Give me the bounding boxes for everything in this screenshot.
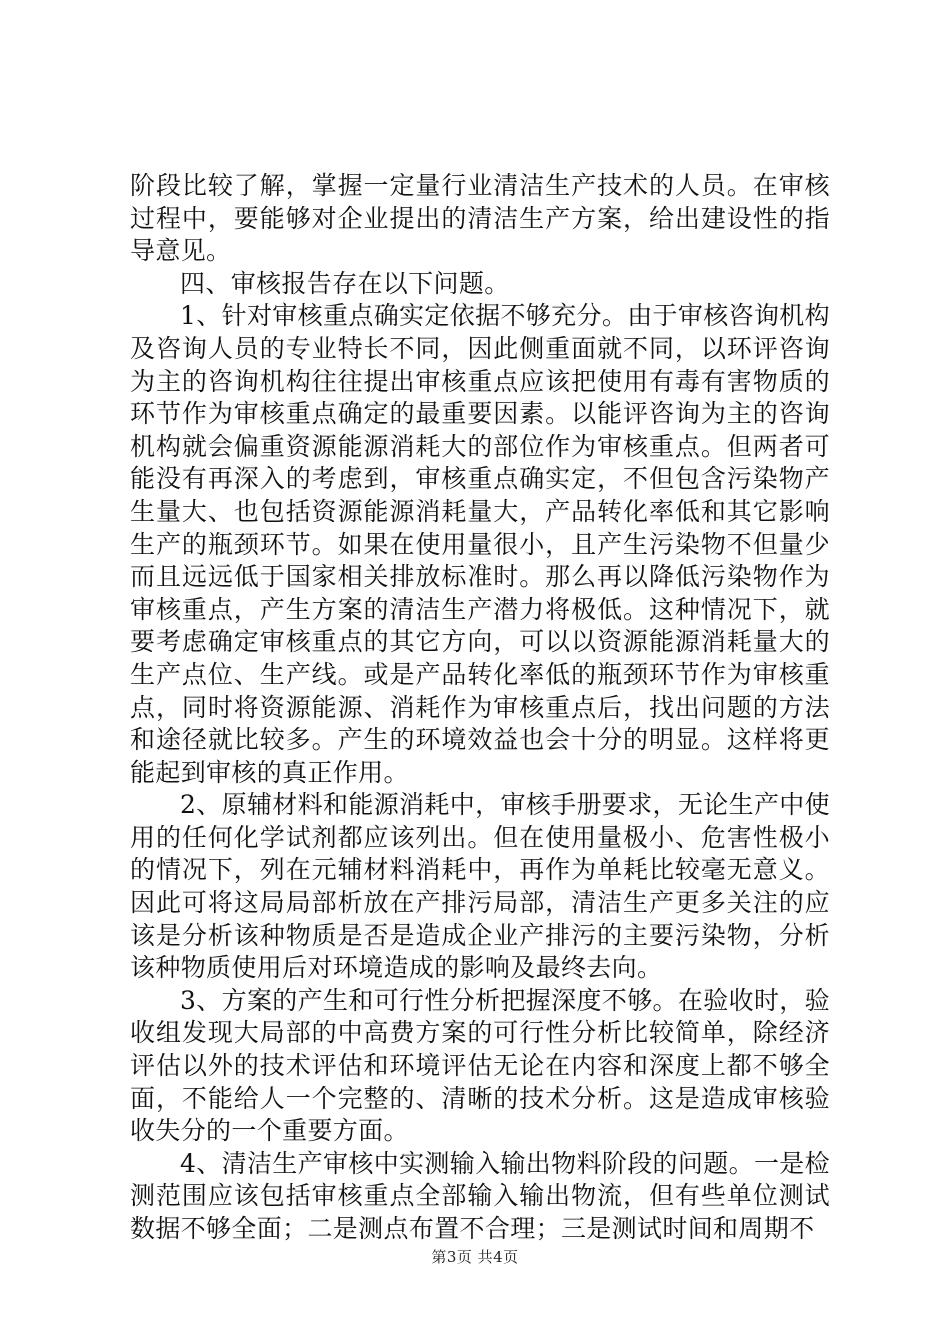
page-number-footer: 第3页 共4页 xyxy=(431,1248,519,1266)
paragraph-item-3: 3、方案的产生和可行性分析把握深度不够。在验收时，验收组发现大局部的中高费方案的可行性分析比较简单，除经济评估以外的技术评估和环境评估无论在内容和深度上都不够全面，不能给人一个完整的、清晰的技术分析。这是造成审核验收失分的一个重要方面。 xyxy=(130,985,831,1146)
paragraph-item-2: 2、原辅材料和能源消耗中，审核手册要求，无论生产中使用的任何化学试剂都应该列出。但在使用量极小、危害性极小的情况下，列在元辅材料消耗中，再作为单耗比较毫无意义。因此可将这局局部析放在产排污局部，清洁生产更多关注的应该是分析该种物质是否是造成企业产排污的主要污染物，分析该种物质使用后对环境造成的影响及最终去向。 xyxy=(130,790,831,983)
paragraph-item-1: 1、针对审核重点确实定依据不够充分。由于审核咨询机构及咨询人员的专业特长不同，因此侧重面就不同，以环评咨询为主的咨询机构往往提出审核重点应该把使用有毒有害物质的环节作为审核重点确定的最重要因素。以能评咨询为主的咨询机构就会偏重资源能源消耗大的部位作为审核重点。但两者可能没有再深入的考虑到，审核重点确实定，不但包含污染物产生量大、也包括资源能源消耗量大，产品转化率低和其它影响生产的瓶颈环节。如果在使用量很小，且产生污染物不但量少而且远远低于国家相关排放标准时。那么再以降低污染物作为审核重点，产生方案的清洁生产潜力将极低。这种情况下，就要考虑确定审核重点的其它方向，可以以资源能源消耗量大的生产点位、生产线。或是产品转化率低的瓶颈环节作为审核重点，同时将资源能源、消耗作为审核重点后，找出问题的方法和途径就比较多。产生的环境效益也会十分的明显。这样将更能起到审核的真正作用。 xyxy=(130,301,831,787)
paragraph-item-4: 4、清洁生产审核中实测输入输出物料阶段的问题。一是检测范围应该包括审核重点全部输入输出物流，但有些单位测试数据不够全面；二是测点布置不合理；三是测试时间和周期不 xyxy=(130,1148,831,1243)
paragraph-continuation: 阶段比较了解，掌握一定量行业清洁生产技术的人员。在审核过程中，要能够对企业提出的清洁生产方案，给出建设性的指导意见。 xyxy=(130,171,830,266)
document-body xyxy=(130,170,830,1246)
section-heading: 四、审核报告存在以下问题。 xyxy=(180,268,510,298)
